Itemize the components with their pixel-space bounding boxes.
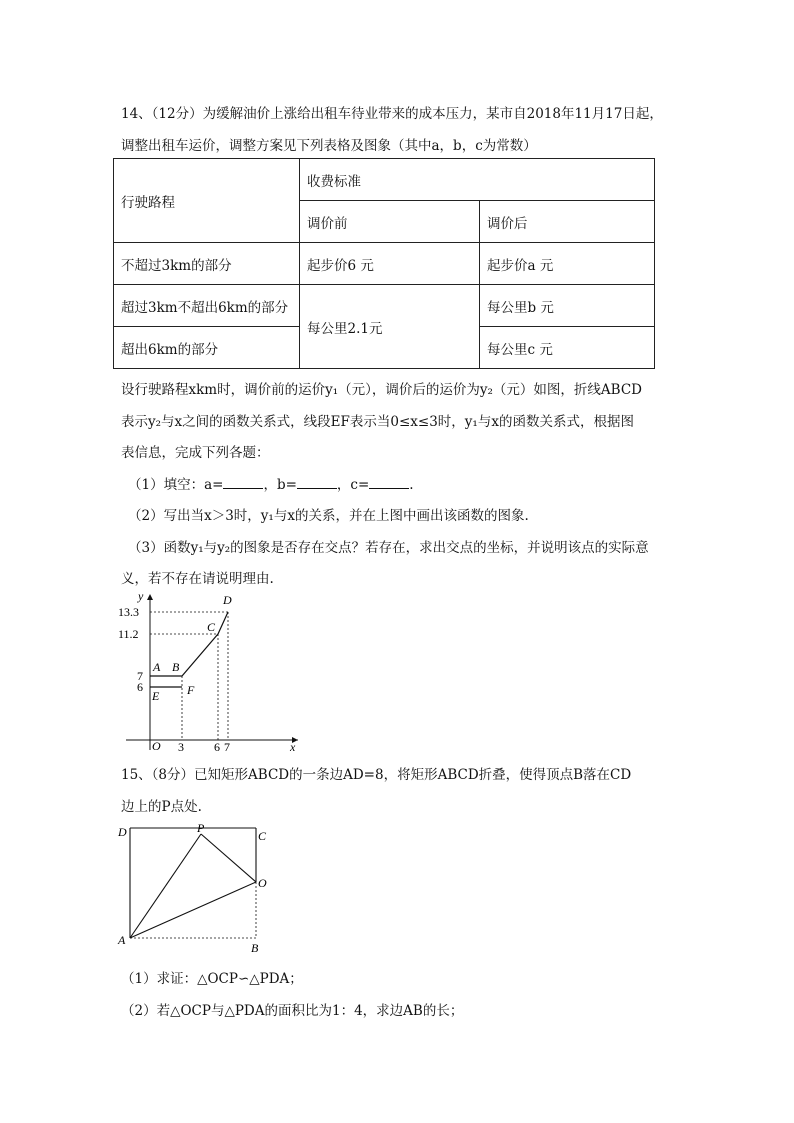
point-label-e: E (152, 689, 160, 703)
q15-line2: 边上的P点处. (121, 799, 202, 815)
origin-label: O (152, 739, 161, 753)
table-cell: 起步价6 元 (300, 243, 480, 285)
point-label-d: D (223, 593, 232, 607)
table-cell: 超过3km不超出6km的部分 (114, 285, 300, 327)
table-header-after: 调价后 (480, 201, 655, 243)
table-cell: 不超过3km的部分 (114, 243, 300, 285)
polyline-abcd (150, 612, 228, 676)
point-label-a: A (153, 660, 161, 674)
q15-sub2: （2）若△OCP与△PDA的面积比为1：4，求边AB的长； (121, 1003, 464, 1019)
q14-sub1 (128, 473, 414, 493)
y-tick-label: 7 (137, 669, 143, 683)
x-tick-label: 3 (178, 740, 184, 754)
sub1-b-label: ，b= (263, 477, 297, 493)
fig2-label-b: B (251, 941, 259, 955)
rectangle-fold-figure (115, 820, 275, 955)
table-row (114, 243, 655, 285)
q14-intro-line1: 14、（12分）为缓解油价上涨给出租车待业带来的成本压力，某市自2018年11月17日起， (121, 106, 663, 122)
y-tick-label: 11.2 (118, 627, 139, 641)
fig2-label-c: C (258, 829, 267, 843)
point-label-b: B (172, 660, 180, 674)
fig2-label-a: A (118, 933, 126, 947)
table-header-range: 行驶路程 (114, 159, 300, 243)
y-tick-label: 6 (137, 680, 143, 694)
blank-a[interactable] (223, 476, 263, 489)
table-cell: 起步价a 元 (480, 243, 655, 285)
table-row (114, 285, 655, 327)
q15-line1: 15、（8分）已知矩形ABCD的一条边AD=8，将矩形ABCD折叠，使得顶点B落在CD (121, 767, 632, 783)
x-tick-label: 6 (214, 740, 220, 754)
q14-sub3-line1: （3）函数y₁与y₂的图象是否存在交点？若存在，求出交点的坐标，并说明该点的实际意 (128, 540, 649, 556)
point-label-f: F (187, 683, 195, 697)
blank-c[interactable] (369, 476, 409, 489)
x-axis-label: x (290, 740, 296, 754)
fig2-label-d: D (118, 825, 127, 839)
q14-sub2: （2）写出当x＞3时，y₁与x的关系，并在上图中画出该函数的图象. (128, 508, 529, 524)
blank-b[interactable] (297, 476, 337, 489)
sub1-c-label: ，c= (336, 477, 370, 493)
point-label-c: C (207, 620, 216, 634)
y-axis-arrow-icon (147, 594, 153, 600)
table-cell: 每公里2.1元 (300, 285, 480, 369)
figure-solid-lines (130, 828, 256, 938)
table-header-fee: 收费标准 (300, 159, 655, 201)
q14-desc-line2: 表示y₂与x之间的函数关系式，线段EF表示当0≤x≤3时，y₁与x的函数关系式，根据图 (121, 414, 634, 430)
table-cell: 超出6km的部分 (114, 327, 300, 369)
y-tick-label: 13.3 (118, 605, 139, 619)
x-tick-label: 7 (224, 740, 230, 754)
fig2-label-p: P (197, 821, 205, 835)
table-cell: 每公里c 元 (480, 327, 655, 369)
q14-sub3-line2: 义，若不存在请说明理由. (121, 571, 274, 587)
fare-graph (108, 590, 308, 755)
fee-table (113, 158, 655, 369)
q15-sub1: （1）求证：△OCP∽△PDA； (121, 971, 303, 987)
q14-intro-line2: 调整出租车运价，调整方案见下列表格及图象（其中a，b，c为常数） (121, 138, 537, 154)
table-header-before: 调价前 (300, 201, 480, 243)
table-cell: 每公里b 元 (480, 285, 655, 327)
q14-desc-line1: 设行驶路程xkm时，调价前的运价y₁（元），调价后的运价为y₂（元）如图，折线ABCD (121, 382, 642, 398)
sub1-a-label: （1）填空：a= (128, 477, 224, 493)
fig2-label-o: O (258, 876, 267, 890)
sub1-end: . (409, 477, 414, 493)
q14-desc-line3: 表信息，完成下列各题： (121, 445, 270, 461)
y-axis-label: y (138, 590, 144, 603)
